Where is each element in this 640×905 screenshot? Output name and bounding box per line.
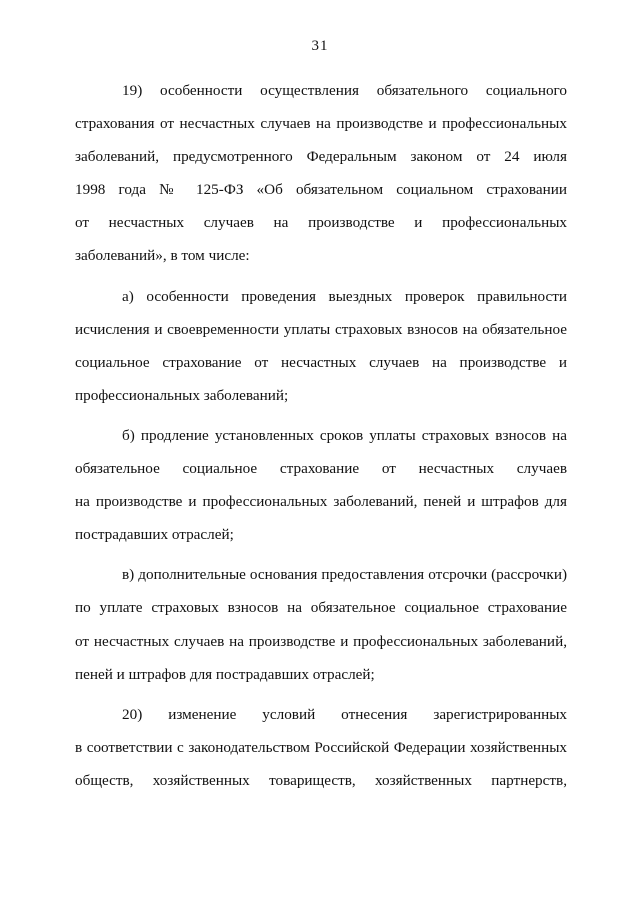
text-line: от несчастных случаев на производстве и профессиональных xyxy=(75,214,567,232)
text-line: пострадавших отраслей; xyxy=(75,526,234,544)
text-line: в) дополнительные основания предоставления отсрочки (рассрочки) xyxy=(122,566,567,584)
text-line: профессиональных заболеваний; xyxy=(75,386,289,404)
text-line: от несчастных случаев на производстве и профессиональных заболеваний, xyxy=(75,632,567,650)
paragraph-item-20 xyxy=(75,698,567,797)
text-line: в соответствии с законодательством Российской Федерации хозяйственных xyxy=(75,738,567,756)
text-line: а) особенности проведения выездных проверок правильности xyxy=(122,287,567,305)
text-line: обществ, хозяйственных товариществ, хозяйственных партнерств, xyxy=(75,771,567,789)
text-line: пеней и штрафов для пострадавших отраслей; xyxy=(75,665,375,683)
text-line: б) продление установленных сроков уплаты страховых взносов на xyxy=(122,426,567,444)
text-line: социальное страхование от несчастных случаев на производстве и xyxy=(75,353,567,371)
text-line: страхования от несчастных случаев на производстве и профессиональных xyxy=(75,115,567,133)
text-line: 19) особенности осуществления обязательного социального xyxy=(122,82,567,99)
paragraph-item-19b xyxy=(75,419,567,551)
text-line: 20) изменение условий отнесения зарегистрированных xyxy=(122,705,567,723)
document-body xyxy=(75,74,567,804)
text-line: обязательное социальное страхование от несчастных случаев xyxy=(75,460,567,478)
text-line: исчисления и своевременности уплаты страховых взносов на обязательное xyxy=(75,320,567,338)
text-line: заболеваний», в том числе: xyxy=(75,247,250,265)
page-number: 31 xyxy=(311,38,329,54)
text-line: заболеваний, предусмотренного Федеральным законом от 24 июля xyxy=(75,148,567,166)
paragraph-item-19v xyxy=(75,558,567,690)
text-line: по уплате страховых взносов на обязательное социальное страхование xyxy=(75,599,567,617)
text-line: на производстве и профессиональных заболеваний, пеней и штрафов для xyxy=(75,493,567,511)
paragraph-item-19a xyxy=(75,280,567,412)
text-line: 1998 года № 125-ФЗ «Об обязательном социальном страховании xyxy=(75,181,567,199)
paragraph-item-19 xyxy=(75,74,567,273)
